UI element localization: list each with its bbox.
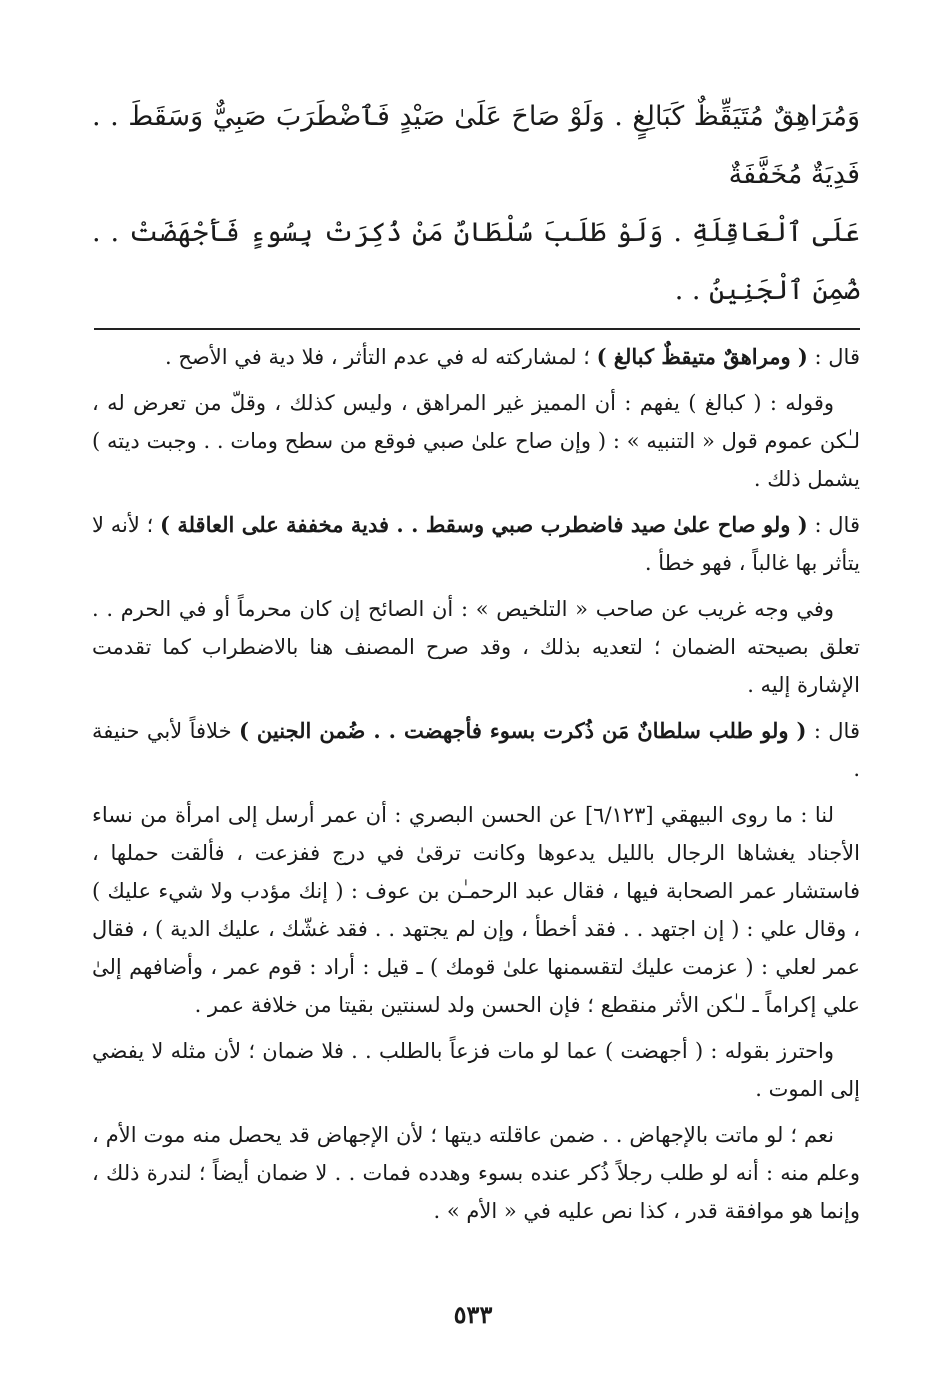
matn-line-1: وَمُرَاهِقٌ مُتَيَقِّظٌ كَبَالِغٍ . وَلَوْ صَاحَ عَلَىٰ صَيْدٍ فَٱضْطَرَبَ صَبِيٌّ وَسَقَطَ . . فَدِيَةٌ مُخَفَّفَةٌ — [92, 101, 860, 190]
quoted-matn: ( ومراهقٌ متيقظٌ كبالغ ) — [596, 344, 808, 369]
matn-text — [92, 88, 860, 320]
qala-label: قال : — [807, 513, 860, 537]
commentary-text: خلافاً لأبي حنيفة . — [92, 719, 860, 781]
quoted-matn: ( ولو صاح علىٰ صيد فاضطرب صبي وسقط . . فدية مخففة على العاقلة ) — [160, 512, 808, 537]
page-number: ٥٣٣ — [453, 1300, 493, 1329]
commentary-paragraph-7: واحترز بقوله : ( أجهضت ) عما لو مات فزعاً بالطلب . . فلا ضمان ؛ لأن مثله لا يفضي إلى الموت . — [92, 1039, 860, 1101]
matn-line-2: عَلَى ٱلْعَاقِلَةِ . وَلَوْ طَلَبَ سُلْطَانٌ مَنْ ذُكِرَتْ بِسُوءٍ فَأَجْهَضَتْ . . ضُمِنَ ٱلْجَنِينُ . . — [92, 217, 860, 306]
commentary-paragraph-4: وفي وجه غريب عن صاحب « التلخيص » : أن الصائح إن كان محرماً أو في الحرم . . تعلق بصيحته الضمان ؛ لتعديه بذلك ، وقد صرح المصنف هنا بالاضطراب كما تقدمت الإشارة إليه . — [92, 597, 860, 697]
quoted-matn: ( ولو طلب سلطانٌ مَن ذُكرت بسوء فأجهضت . . ضُمن الجنين ) — [238, 718, 807, 743]
commentary-text: ؛ لأنه لا يتأثر بها غالباً ، فهو خطأ . — [92, 513, 860, 575]
commentary-paragraph-2: وقوله : ( كبالغ ) يفهم : أن المميز غير المراهق ، وليس كذلك ، وقلّ من تعرض له ، لـٰكن عموم قول « التنبيه » : ( وإن صاح علىٰ صبي فوقع من سطح ومات . . وجبت ديته ) يشمل ذلك . — [92, 391, 860, 491]
commentary-paragraph-3 — [92, 506, 860, 582]
commentary-paragraph-6: لنا : ما روى البيهقي [٦/١٢٣] عن الحسن البصري : أن عمر أرسل إلى امرأة من نساء الأجناد يغشاها الرجال بالليل يدعوها وكانت ترقىٰ في درج ففزعت ، فألقت حملها ، فاستشار عمر الصحابة فيها ، فقال عبد الرحمـٰن بن عوف : ( إنك مؤدب ولا شيء عليك ) ، وقال علي : ( إن اجتهد . . فقد أخطأ ، وإن لم يجتهد . . فقد غشّك ، عليك الدية ) ، فقال عمر لعلي : ( عزمت عليك لتقسمنها علىٰ قومك ) ـ قيل : أراد : قوم عمر ، وأضافهم إلىٰ علي إكراماً ـ لـٰكن الأثر منقطع ؛ فإن الحسن ولد لسنتين بقيتا من خلافة عمر . — [92, 803, 860, 1017]
commentary — [92, 338, 860, 1230]
qala-label: قال : — [807, 345, 860, 369]
commentary-paragraph-8: نعم ؛ لو ماتت بالإجهاض . . ضمن عاقلته ديتها ؛ لأن الإجهاض قد يحصل منه موت الأم ، وعلم منه : أنه لو طلب رجلاً ذُكر عنده بسوء وهدده فمات . . لا ضمان أيضاً ؛ لندرة ذلك ، وإنما هو موافقة قدر ، كذا نص عليه في « الأم » . — [92, 1123, 860, 1223]
qala-label: قال : — [806, 719, 860, 743]
commentary-paragraph-5 — [92, 712, 860, 788]
separator-rule — [94, 328, 860, 330]
commentary-text: ؛ لمشاركته له في عدم التأثر ، فلا دية في الأصح . — [165, 345, 597, 369]
commentary-paragraph-1 — [92, 338, 860, 376]
